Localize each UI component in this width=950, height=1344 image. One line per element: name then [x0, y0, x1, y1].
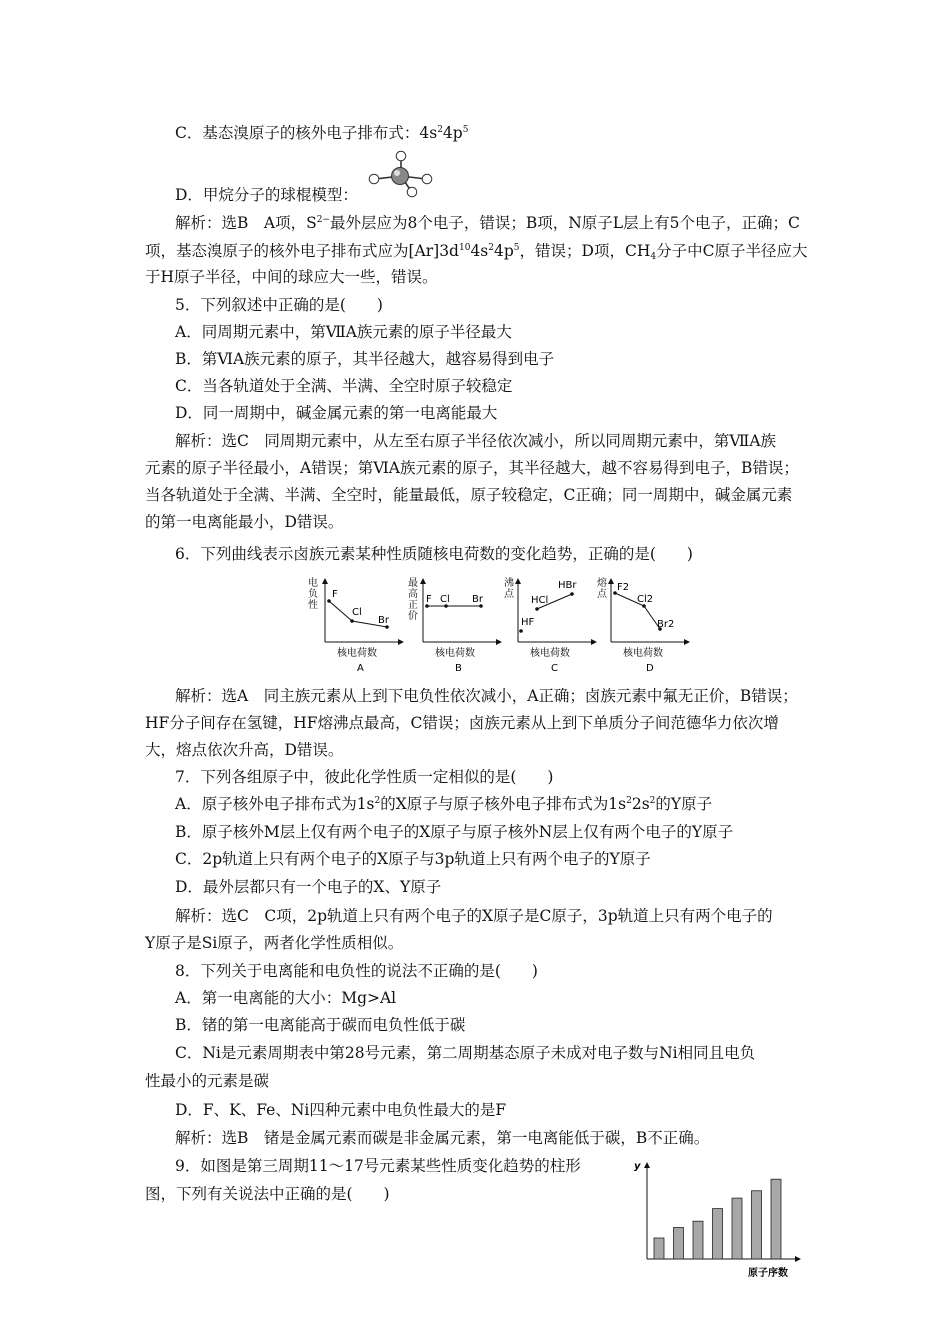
graph-a-xlabel: 核电荷数	[337, 648, 377, 659]
periodic-property-bar-chart	[630, 1155, 810, 1285]
graph-c-ylabel-char: 沸	[504, 578, 514, 589]
graph-a-ylabel-char: 电	[308, 578, 318, 589]
graph-a-pt-1: F	[332, 589, 338, 600]
graph-d-label: D	[646, 663, 654, 674]
graph-a-ylabel-char: 性	[308, 600, 318, 611]
graph-b-ylabel-char: 正	[408, 600, 418, 611]
option-c-q8-line2: 性最小的元素是碳	[145, 1072, 270, 1090]
graph-a-label: A	[357, 663, 364, 674]
bar-14	[713, 1209, 723, 1259]
option-a-q7: A．原子核外电子排布式为$1s^2$的X原子与原子核外电子排布式为$1s^22s^2$的Y原子	[175, 795, 713, 813]
analysis-q4-line2: 项，基态溴原子的核外电子排布式应为$[Ar]3d^{10}4s^24p^5$，错误；D项，$CH_4$分子中C原子半径应大	[145, 242, 808, 262]
bar-chart-xlabel: 原子序数	[748, 1268, 788, 1279]
graph-b-pt-3: Br	[472, 594, 483, 605]
graph-b-ylabel-char: 最	[408, 578, 418, 589]
graph-d-ylabel-char: 熔	[597, 578, 607, 589]
option-b-q7: B．原子核外M层上仅有两个电子的X原子与原子核外N层上仅有两个电子的Y原子	[175, 823, 734, 841]
analysis-q8: 解析：选B 锗是金属元素而碳是非金属元素，第一电离能低于碳，B不正确。	[175, 1129, 710, 1147]
graph-c-xlabel: 核电荷数	[530, 648, 570, 659]
option-b-q8: B．锗的第一电离能高于碳而电负性低于碳	[175, 1016, 466, 1034]
graph-b-pt-1: F	[426, 594, 432, 605]
option-d-q4: D．甲烷分子的球棍模型：	[175, 186, 358, 204]
graph-c-pt-3: HBr	[558, 580, 577, 591]
option-c-q7: C．2p轨道上只有两个电子的X原子与3p轨道上只有两个电子的Y原子	[175, 850, 651, 868]
graph-d-ylabel-char: 点	[597, 589, 607, 600]
option-c-q5: C．当各轨道处于全满、半满、全空时原子较稳定	[175, 377, 513, 395]
analysis-q7-line1: 解析：选C C项，2p轨道上只有两个电子的X原子是C原子，3p轨道上只有两个电子的	[175, 907, 773, 925]
methane-ball-stick-model	[365, 150, 437, 200]
question-9-line2: 图，下列有关说法中正确的是( )	[145, 1185, 390, 1203]
graph-c	[518, 579, 596, 674]
graph-c-ylabel-vertical	[504, 578, 516, 600]
graph-b-pt-2: Cl	[440, 594, 450, 605]
graph-b-label: B	[455, 663, 462, 674]
graph-b	[423, 579, 501, 674]
question-7: 7．下列各组原子中，彼此化学性质一定相似的是( )	[175, 768, 554, 786]
analysis-q6-line1: 解析：选A 同主族元素从上到下电负性依次减小，A正确；卤族元素中氟无正价，B错误；	[175, 687, 798, 705]
graph-d-pt-2: Cl2	[637, 594, 654, 605]
bar-16	[752, 1191, 762, 1259]
graph-c-pt-2: HCl	[531, 595, 549, 606]
analysis-q5-line2: 元素的原子半径最小，A错误；第ⅥA族元素的原子，其半径越大，越不容易得到电子，B错误；	[145, 459, 799, 477]
option-d-q7: D．最外层都只有一个电子的X、Y原子	[175, 878, 442, 896]
question-8: 8．下列关于电离能和电负性的说法不正确的是( )	[175, 962, 538, 980]
graph-c-label: C	[551, 663, 558, 674]
graph-d-pt-3: Br2	[657, 619, 675, 630]
bar-chart-ylabel: y	[634, 1161, 641, 1172]
graph-d-xlabel: 核电荷数	[623, 648, 663, 659]
graph-d-pt-1: F2	[617, 582, 630, 593]
option-c-q4: C．基态溴原子的核外电子排布式：$4s^24p^5$	[175, 124, 469, 142]
graph-b-ylabel-char: 价	[408, 611, 418, 622]
graph-a-ylabel-vertical	[308, 578, 320, 611]
graph-d-ylabel-vertical	[597, 578, 609, 600]
question-5: 5．下列叙述中正确的是( )	[175, 296, 383, 314]
question-9-line1: 9．如图是第三周期11～17号元素某些性质变化趋势的柱形	[175, 1157, 581, 1175]
graph-a-ylabel-char: 负	[308, 589, 318, 600]
option-a-q8: A．第一电离能的大小：Mg>Al	[175, 989, 397, 1007]
analysis-q5-line4: 的第一电离能最小，D错误。	[145, 513, 344, 531]
graph-b-ylabel-vertical	[408, 578, 420, 622]
bar-group	[654, 1179, 781, 1259]
option-d-q5: D．同一周期中，碱金属元素的第一电离能最大	[175, 404, 498, 422]
graph-c-pt-1: HF	[521, 617, 535, 628]
graph-a-pt-2: Cl	[352, 607, 362, 618]
analysis-q5-line1: 解析：选C 同周期元素中，从左至右原子半径依次减小，所以同周期元素中，第ⅦA族	[175, 432, 777, 450]
graph-b-xlabel: 核电荷数	[435, 648, 475, 659]
analysis-q5-line3: 当各轨道处于全满、半满、全空时，能量最低，原子较稳定，C正确；同一周期中，碱金属元素	[145, 486, 793, 504]
analysis-q4-line1: 解析：选B A项，$S^{2-}$最外层应为8个电子，错误；B项，N原子L层上有5个电子，正确；C	[175, 214, 800, 232]
graph-b-ylabel-char: 高	[408, 589, 418, 600]
graph-c-ylabel-char: 点	[504, 589, 514, 600]
graph-a-pt-3: Br	[378, 615, 389, 626]
analysis-q4-line3: 于H原子半径，中间的球应大一些，错误。	[145, 268, 438, 286]
graph-a	[325, 579, 403, 674]
bar-11	[654, 1238, 664, 1259]
graph-d	[611, 579, 689, 674]
analysis-q7-line2: Y原子是Si原子，两者化学性质相似。	[145, 934, 404, 952]
bar-12	[674, 1228, 684, 1260]
option-b-q5: B．第ⅥA族元素的原子，其半径越大，越容易得到电子	[175, 350, 555, 368]
bar-15	[732, 1198, 742, 1259]
option-c-q8-line1: C．Ni是元素周期表中第28号元素，第二周期基态原子未成对电子数与Ni相同且电负	[175, 1044, 756, 1062]
option-a-q5: A．同周期元素中，第ⅦA族元素的原子半径最大	[175, 323, 512, 341]
question-6: 6．下列曲线表示卤族元素某种性质随核电荷数的变化趋势，正确的是( )	[175, 545, 693, 563]
option-d-q8: D．F、K、Fe、Ni四种元素中电负性最大的是F	[175, 1101, 507, 1119]
bar-13	[693, 1221, 703, 1259]
bar-17	[771, 1179, 781, 1259]
analysis-q6-line3: 大，熔点依次升高，D错误。	[145, 741, 344, 759]
analysis-q6-line2: HF分子间存在氢键，HF熔沸点最高，C错误；卤族元素从上到下单质分子间范德华力依次增	[145, 714, 779, 732]
